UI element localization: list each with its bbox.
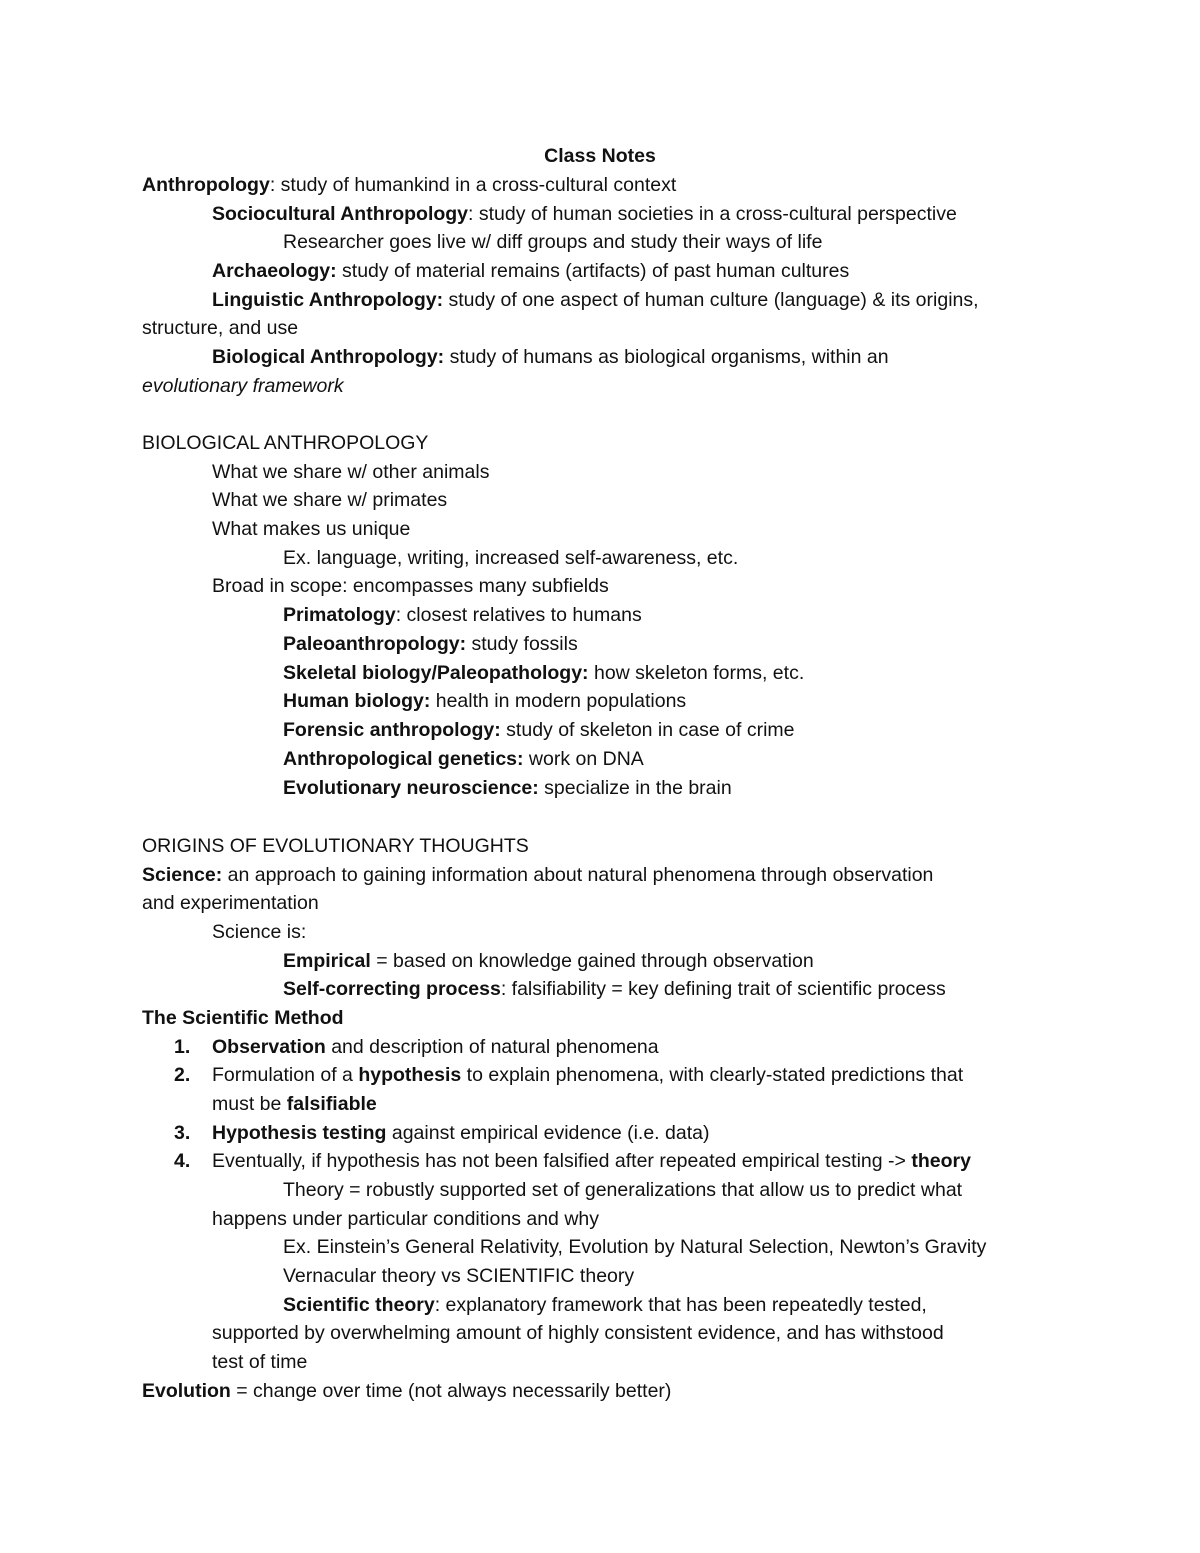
list-item: What makes us unique: [212, 518, 411, 540]
theory-def-cont: happens under particular conditions and why: [212, 1208, 600, 1230]
section-heading-bio: BIOLOGICAL ANTHROPOLOGY: [142, 432, 429, 454]
term: Evolutionary neuroscience:: [283, 777, 539, 799]
step-text: to explain phenomena, with clearly-stated predictions that: [461, 1064, 964, 1086]
step-2: [212, 1062, 963, 1088]
step-text: must be: [212, 1093, 287, 1115]
term: Empirical: [283, 950, 371, 972]
term: Archaeology:: [212, 260, 337, 282]
definition: : study of humankind in a cross-cultural context: [269, 174, 677, 196]
definition: : study of human societies in a cross-cultural perspective: [468, 203, 957, 225]
def-scientific-theory: [283, 1292, 927, 1318]
definition: study of skeleton in case of crime: [500, 719, 795, 741]
method-heading: [142, 1005, 344, 1031]
term: Self-correcting process: [283, 978, 501, 1000]
definition: work on DNA: [523, 748, 644, 770]
term: Sociocultural Anthropology: [212, 203, 469, 225]
def-biological: [212, 344, 889, 370]
def-empirical: [283, 948, 814, 974]
definition: : falsifiability = key defining trait of scientific process: [500, 978, 946, 1000]
def-sociocultural: [212, 201, 957, 227]
step-number: 3.: [174, 1122, 191, 1144]
definition: an approach to gaining information about natural phenomena through observation: [222, 864, 934, 886]
term: Primatology: [283, 604, 396, 626]
step-text: Eventually, if hypothesis has not been falsified after repeated empirical testing ->: [212, 1150, 912, 1172]
subfield-item: [283, 717, 794, 743]
definition: : closest relatives to humans: [395, 604, 642, 626]
unique-example: Ex. language, writing, increased self-awareness, etc.: [283, 547, 739, 569]
subfield-item: [283, 688, 686, 714]
step-2-cont: [212, 1091, 377, 1117]
term: theory: [911, 1150, 971, 1172]
step-number: 4.: [174, 1150, 191, 1172]
def-scientific-theory-cont: test of time: [212, 1351, 308, 1373]
vernacular-line: Vernacular theory vs SCIENTIFIC theory: [283, 1265, 635, 1287]
def-science-cont: and experimentation: [142, 892, 319, 914]
def-self-correcting: [283, 976, 946, 1002]
definition: study fossils: [466, 633, 578, 655]
term: Skeletal biology/Paleopathology:: [283, 662, 589, 684]
term: Linguistic Anthropology:: [212, 289, 444, 311]
section-heading-origins: ORIGINS OF EVOLUTIONARY THOUGHTS: [142, 835, 529, 857]
definition: study of one aspect of human culture (language) & its origins,: [443, 289, 979, 311]
definition: : explanatory framework that has been repeatedly tested,: [434, 1294, 927, 1316]
step-1: [212, 1034, 659, 1060]
def-anthropology: [142, 172, 676, 198]
step-text: against empirical evidence (i.e. data): [386, 1122, 710, 1144]
definition: study of humans as biological organisms, within an: [444, 346, 889, 368]
term: hypothesis: [358, 1064, 462, 1086]
scope-line: Broad in scope: encompasses many subfields: [212, 575, 609, 597]
theory-example: Ex. Einstein’s General Relativity, Evolution by Natural Selection, Newton’s Gravity: [283, 1236, 987, 1258]
step-number: 2.: [174, 1064, 191, 1086]
subfield-item: [283, 746, 644, 772]
def-archaeology: [212, 258, 849, 284]
definition: specialize in the brain: [538, 777, 732, 799]
def-science: [142, 862, 933, 888]
definition: = based on knowledge gained through observation: [370, 950, 814, 972]
subfield-item: [283, 631, 578, 657]
term: Hypothesis testing: [212, 1122, 387, 1144]
step-text: Formulation of a: [212, 1064, 359, 1086]
def-evolution: [142, 1378, 671, 1404]
step-text: and description of natural phenomena: [325, 1036, 659, 1058]
list-item: What we share w/ primates: [212, 489, 448, 511]
subfield-item: [283, 775, 732, 801]
definition: study of material remains (artifacts) of past human cultures: [336, 260, 850, 282]
term: Biological Anthropology:: [212, 346, 445, 368]
def-linguistic: [212, 287, 979, 313]
page-title: Class Notes: [544, 145, 656, 167]
definition: = change over time (not always necessarily better): [230, 1380, 672, 1402]
science-is: Science is:: [212, 921, 307, 943]
term: Science:: [142, 864, 223, 886]
term: The Scientific Method: [142, 1007, 344, 1029]
step-3: [212, 1120, 709, 1146]
def-linguistic-cont: structure, and use: [142, 317, 299, 339]
theory-def: Theory = robustly supported set of generalizations that allow us to predict what: [283, 1179, 963, 1201]
term: falsifiable: [286, 1093, 377, 1115]
sociocultural-note: Researcher goes live w/ diff groups and study their ways of life: [283, 231, 823, 253]
definition: how skeleton forms, etc.: [588, 662, 805, 684]
step-4: [212, 1148, 971, 1174]
term: Forensic anthropology:: [283, 719, 501, 741]
term: Paleoanthropology:: [283, 633, 467, 655]
term: Evolution: [142, 1380, 231, 1402]
term: Scientific theory: [283, 1294, 435, 1316]
def-biological-cont: [142, 373, 344, 399]
list-item: What we share w/ other animals: [212, 461, 490, 483]
definition: health in modern populations: [430, 690, 687, 712]
term: Anthropological genetics:: [283, 748, 524, 770]
subfield-item: [283, 602, 642, 628]
def-scientific-theory-cont: supported by overwhelming amount of highly consistent evidence, and has withstood: [212, 1322, 944, 1344]
term: Observation: [212, 1036, 326, 1058]
term: Human biology:: [283, 690, 431, 712]
step-number: 1.: [174, 1036, 191, 1058]
term: Anthropology: [142, 174, 270, 196]
italic-text: evolutionary framework: [142, 375, 344, 397]
subfield-item: [283, 660, 804, 686]
